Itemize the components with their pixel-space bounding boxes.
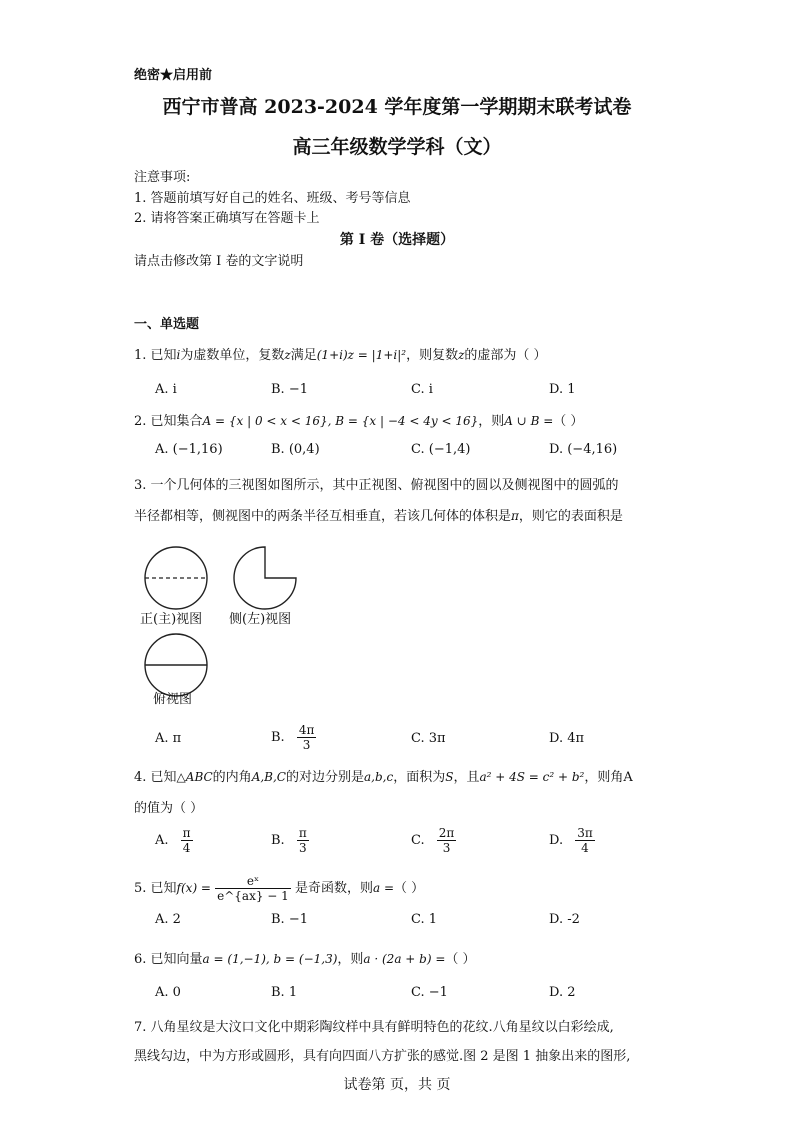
option-d[interactable]: D. 2 xyxy=(549,985,576,1000)
question-4-line2: 的值为（ ） xyxy=(134,801,204,816)
question-3-line1: 3. 一个几何体的三视图如图所示，其中正视图、俯视图中的圆以及侧视图中的圆弧的 xyxy=(134,478,619,493)
option-d[interactable]: D. -2 xyxy=(549,912,580,927)
front-view-label: 正(主)视图 xyxy=(140,612,203,627)
volume-desc: 请点击修改第 I 卷的文字说明 xyxy=(134,254,304,269)
option-c[interactable]: C. $\frac{2\pi}{3}$ xyxy=(411,826,455,855)
exam-subtitle: 高三年级数学学科（文） xyxy=(292,136,502,158)
section-heading: 一、单选题 xyxy=(134,317,200,332)
option-a[interactable]: A. (−1,16) xyxy=(155,442,223,457)
question-3-line2: 半径都相等，侧视图中的两条半径互相垂直，若该几何体的体积是π，则它的表面积是 xyxy=(134,509,623,524)
option-c[interactable]: C. 1 xyxy=(411,912,438,927)
option-a[interactable]: A. π xyxy=(155,731,182,746)
question-7-line2: 黑线勾边，中为方形或圆形，具有向四面八方扩张的感觉.图 2 是图 1 抽象出来的图形, xyxy=(134,1049,631,1064)
exam-title: 西宁市普高 2023-2024 学年度第一学期期末联考试卷 xyxy=(162,96,632,118)
side-view-arc xyxy=(234,547,296,609)
question-6: 6. 已知向量a = (1,−1), b = (−1,3)，则a · (2a + b) =（ ） xyxy=(134,952,476,967)
option-a[interactable]: A. 2 xyxy=(155,912,181,927)
question-1: 1. 已知i为虚数单位，复数z满足(1+i)z = |1+i|²，则复数z的虚部为（ ） xyxy=(134,348,547,363)
secret-label: 绝密★启用前 xyxy=(134,68,213,83)
notes-heading: 注意事项: xyxy=(134,170,191,185)
side-view-label: 侧(左)视图 xyxy=(229,612,292,627)
option-d[interactable]: D. (−4,16) xyxy=(549,442,618,457)
question-7-line1: 7. 八角星纹是大汶口文化中期彩陶纹样中具有鲜明特色的花纹.八角星纹以白彩绘成, xyxy=(134,1020,614,1035)
question-4: 4. 已知△ABC的内角A,B,C的对边分别是a,b,c，面积为S，且a² + 4S = c² + b²，则角A xyxy=(134,770,633,785)
option-b[interactable]: B. $\frac{\pi}{3}$ xyxy=(271,826,307,855)
question-2: 2. 已知集合A = {x | 0 < x < 16}, B = {x | −4 < 4y < 16}，则A ∪ B =（ ） xyxy=(134,414,584,429)
option-b[interactable]: B. 1 xyxy=(271,985,298,1000)
page-footer: 试卷第 页，共 页 xyxy=(343,1077,451,1093)
option-d[interactable]: D. 1 xyxy=(549,382,576,397)
option-c[interactable]: C. 3π xyxy=(411,731,446,746)
note-item: 1. 答题前填写好自己的姓名、班级、考号等信息 xyxy=(134,191,411,206)
option-a[interactable]: A. $\frac{\pi}{4}$ xyxy=(155,826,191,855)
volume-title: 第 I 卷（选择题） xyxy=(339,232,455,248)
top-view-label: 俯视图 xyxy=(153,692,193,707)
option-b[interactable]: B. (0,4) xyxy=(271,442,320,457)
option-c[interactable]: C. i xyxy=(411,382,433,397)
option-b[interactable]: B. −1 xyxy=(271,382,308,397)
option-d[interactable]: D. $\frac{3\pi}{4}$ xyxy=(549,826,593,855)
option-c[interactable]: C. −1 xyxy=(411,985,448,1000)
note-item: 2. 请将答案正确填写在答题卡上 xyxy=(134,211,320,226)
option-d[interactable]: D. 4π xyxy=(549,731,585,746)
question-5: 5. 已知f(x) = $\frac{\text{eˣ}}{e\^{}\{ax\} - 1}$ 是奇函数，则a =（ ） xyxy=(134,874,425,903)
option-a[interactable]: A. 0 xyxy=(155,985,181,1000)
option-b[interactable]: B. $\frac{4\pi}{3}$ xyxy=(271,723,315,752)
option-c[interactable]: C. (−1,4) xyxy=(411,442,471,457)
option-b[interactable]: B. −1 xyxy=(271,912,308,927)
option-a[interactable]: A. i xyxy=(155,382,177,397)
